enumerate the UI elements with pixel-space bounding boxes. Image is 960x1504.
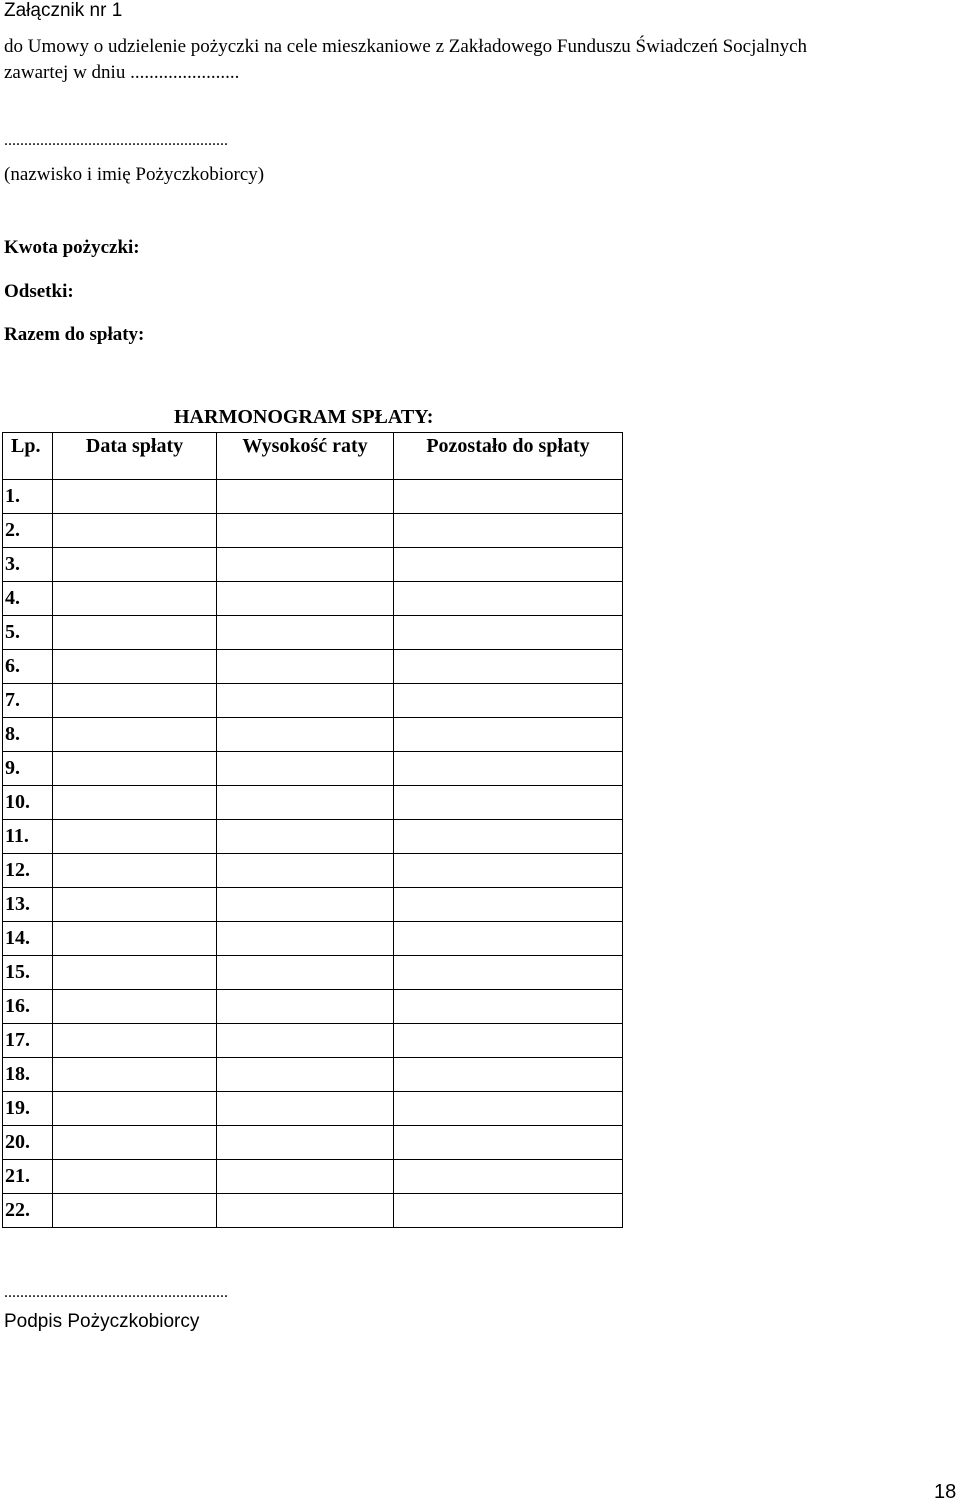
installment-cell[interactable] — [217, 820, 394, 854]
column-header-lp: Lp. — [3, 433, 53, 480]
date-cell[interactable] — [53, 1024, 217, 1058]
installment-cell[interactable] — [217, 480, 394, 514]
date-cell[interactable] — [53, 854, 217, 888]
date-cell[interactable] — [53, 990, 217, 1024]
installment-cell[interactable] — [217, 718, 394, 752]
remaining-cell[interactable] — [394, 820, 623, 854]
date-cell[interactable] — [53, 888, 217, 922]
installment-cell[interactable] — [217, 616, 394, 650]
date-cell[interactable] — [53, 616, 217, 650]
table-row — [3, 854, 623, 888]
table-row — [3, 684, 623, 718]
installment-cell[interactable] — [217, 1024, 394, 1058]
row-number: 21. — [3, 1160, 53, 1194]
remaining-cell[interactable] — [394, 548, 623, 582]
installment-cell[interactable] — [217, 752, 394, 786]
date-cell[interactable] — [53, 786, 217, 820]
installment-cell[interactable] — [217, 1126, 394, 1160]
remaining-cell[interactable] — [394, 888, 623, 922]
column-header-date: Data spłaty — [53, 433, 217, 480]
borrower-name-caption: (nazwisko i imię Pożyczkobiorcy) — [4, 164, 265, 185]
repayment-schedule-table — [2, 432, 623, 1228]
schedule-title: HARMONOGRAM SPŁATY: — [174, 406, 434, 428]
row-number: 4. — [3, 582, 53, 616]
installment-cell[interactable] — [217, 990, 394, 1024]
borrower-name-dots: ........................................................ — [4, 132, 228, 149]
signature-dots: ........................................................ — [4, 1284, 228, 1301]
installment-cell[interactable] — [217, 1194, 394, 1228]
remaining-cell[interactable] — [394, 1092, 623, 1126]
column-header-installment: Wysokość raty — [217, 433, 394, 480]
page-number: 18 — [934, 1481, 957, 1503]
table-row — [3, 480, 623, 514]
row-number: 9. — [3, 752, 53, 786]
row-number: 15. — [3, 956, 53, 990]
remaining-cell[interactable] — [394, 752, 623, 786]
table-row — [3, 548, 623, 582]
remaining-cell[interactable] — [394, 1160, 623, 1194]
row-number: 16. — [3, 990, 53, 1024]
date-cell[interactable] — [53, 514, 217, 548]
installment-cell[interactable] — [217, 922, 394, 956]
remaining-cell[interactable] — [394, 684, 623, 718]
date-cell[interactable] — [53, 548, 217, 582]
table-row — [3, 752, 623, 786]
table-row — [3, 1024, 623, 1058]
remaining-cell[interactable] — [394, 1126, 623, 1160]
date-cell[interactable] — [53, 956, 217, 990]
table-row — [3, 956, 623, 990]
row-number: 19. — [3, 1092, 53, 1126]
table-row — [3, 1160, 623, 1194]
table-row — [3, 1058, 623, 1092]
installment-cell[interactable] — [217, 684, 394, 718]
table-row — [3, 718, 623, 752]
date-cell[interactable] — [53, 650, 217, 684]
contract-line-1: do Umowy o udzielenie pożyczki na cele mieszkaniowe z Zakładowego Funduszu Świadczeń Socjalnych — [4, 36, 808, 57]
table-row — [3, 922, 623, 956]
row-number: 11. — [3, 820, 53, 854]
table-row — [3, 820, 623, 854]
row-number: 20. — [3, 1126, 53, 1160]
table-row — [3, 514, 623, 548]
date-cell[interactable] — [53, 1126, 217, 1160]
row-number: 3. — [3, 548, 53, 582]
row-number: 6. — [3, 650, 53, 684]
installment-cell[interactable] — [217, 1160, 394, 1194]
installment-cell[interactable] — [217, 786, 394, 820]
table-row — [3, 582, 623, 616]
remaining-cell[interactable] — [394, 786, 623, 820]
installment-cell[interactable] — [217, 1092, 394, 1126]
remaining-cell[interactable] — [394, 480, 623, 514]
row-number: 5. — [3, 616, 53, 650]
date-cell[interactable] — [53, 718, 217, 752]
date-cell[interactable] — [53, 1058, 217, 1092]
contract-line-2: zawartej w dniu ....................... — [4, 62, 240, 83]
remaining-cell[interactable] — [394, 956, 623, 990]
remaining-cell[interactable] — [394, 1058, 623, 1092]
loan-amount-label: Kwota pożyczki: — [4, 237, 140, 258]
date-cell[interactable] — [53, 1092, 217, 1126]
table-row — [3, 1194, 623, 1228]
remaining-cell[interactable] — [394, 514, 623, 548]
date-cell[interactable] — [53, 922, 217, 956]
table-row — [3, 1126, 623, 1160]
date-cell[interactable] — [53, 1194, 217, 1228]
installment-cell[interactable] — [217, 514, 394, 548]
remaining-cell[interactable] — [394, 990, 623, 1024]
date-cell[interactable] — [53, 1160, 217, 1194]
remaining-cell[interactable] — [394, 616, 623, 650]
installment-cell[interactable] — [217, 582, 394, 616]
date-cell[interactable] — [53, 752, 217, 786]
attachment-heading: Załącznik nr 1 — [4, 0, 123, 21]
row-number: 12. — [3, 854, 53, 888]
date-cell[interactable] — [53, 582, 217, 616]
installment-cell[interactable] — [217, 1058, 394, 1092]
row-number: 17. — [3, 1024, 53, 1058]
installment-cell[interactable] — [217, 650, 394, 684]
table-row — [3, 1092, 623, 1126]
installment-cell[interactable] — [217, 548, 394, 582]
remaining-cell[interactable] — [394, 1194, 623, 1228]
table-header-row — [3, 433, 623, 480]
row-number: 2. — [3, 514, 53, 548]
date-cell[interactable] — [53, 820, 217, 854]
table-row — [3, 786, 623, 820]
row-number: 7. — [3, 684, 53, 718]
row-number: 14. — [3, 922, 53, 956]
installment-cell[interactable] — [217, 888, 394, 922]
row-number: 13. — [3, 888, 53, 922]
row-number: 10. — [3, 786, 53, 820]
table-row — [3, 616, 623, 650]
column-header-remaining: Pozostało do spłaty — [394, 433, 623, 480]
installment-cell[interactable] — [217, 956, 394, 990]
row-number: 8. — [3, 718, 53, 752]
row-number: 22. — [3, 1194, 53, 1228]
remaining-cell[interactable] — [394, 1024, 623, 1058]
table-row — [3, 990, 623, 1024]
table-row — [3, 888, 623, 922]
signature-caption: Podpis Pożyczkobiorcy — [4, 1311, 200, 1332]
total-label: Razem do spłaty: — [4, 324, 145, 345]
date-cell[interactable] — [53, 480, 217, 514]
row-number: 18. — [3, 1058, 53, 1092]
remaining-cell[interactable] — [394, 922, 623, 956]
row-number: 1. — [3, 480, 53, 514]
table-row — [3, 650, 623, 684]
remaining-cell[interactable] — [394, 582, 623, 616]
remaining-cell[interactable] — [394, 854, 623, 888]
remaining-cell[interactable] — [394, 718, 623, 752]
date-cell[interactable] — [53, 684, 217, 718]
interest-label: Odsetki: — [4, 281, 74, 302]
installment-cell[interactable] — [217, 854, 394, 888]
remaining-cell[interactable] — [394, 650, 623, 684]
